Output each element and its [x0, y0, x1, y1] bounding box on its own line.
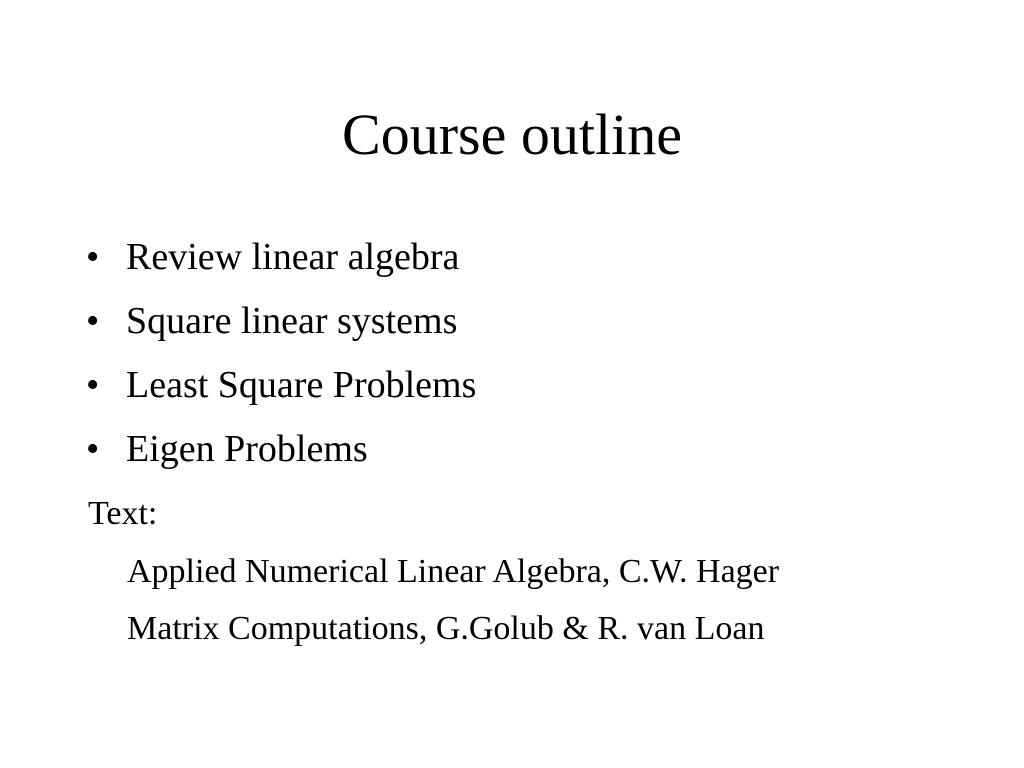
bullet-text: Eigen Problems: [126, 428, 368, 470]
bullet-icon: •: [86, 428, 100, 470]
bullet-icon: •: [86, 236, 100, 278]
reference-item: Matrix Computations, G.Golub & R. van Loan: [127, 610, 765, 647]
bullet-icon: •: [86, 300, 100, 342]
slide-title: Course outline: [342, 102, 682, 167]
bullet-text: Review linear algebra: [126, 236, 460, 278]
bullet-text: Square linear systems: [126, 300, 458, 342]
reference-item: Applied Numerical Linear Algebra, C.W. Hager: [127, 553, 780, 590]
bullet-icon: •: [86, 364, 100, 406]
bullet-text: Least Square Problems: [126, 364, 477, 406]
text-label: Text:: [88, 495, 158, 532]
